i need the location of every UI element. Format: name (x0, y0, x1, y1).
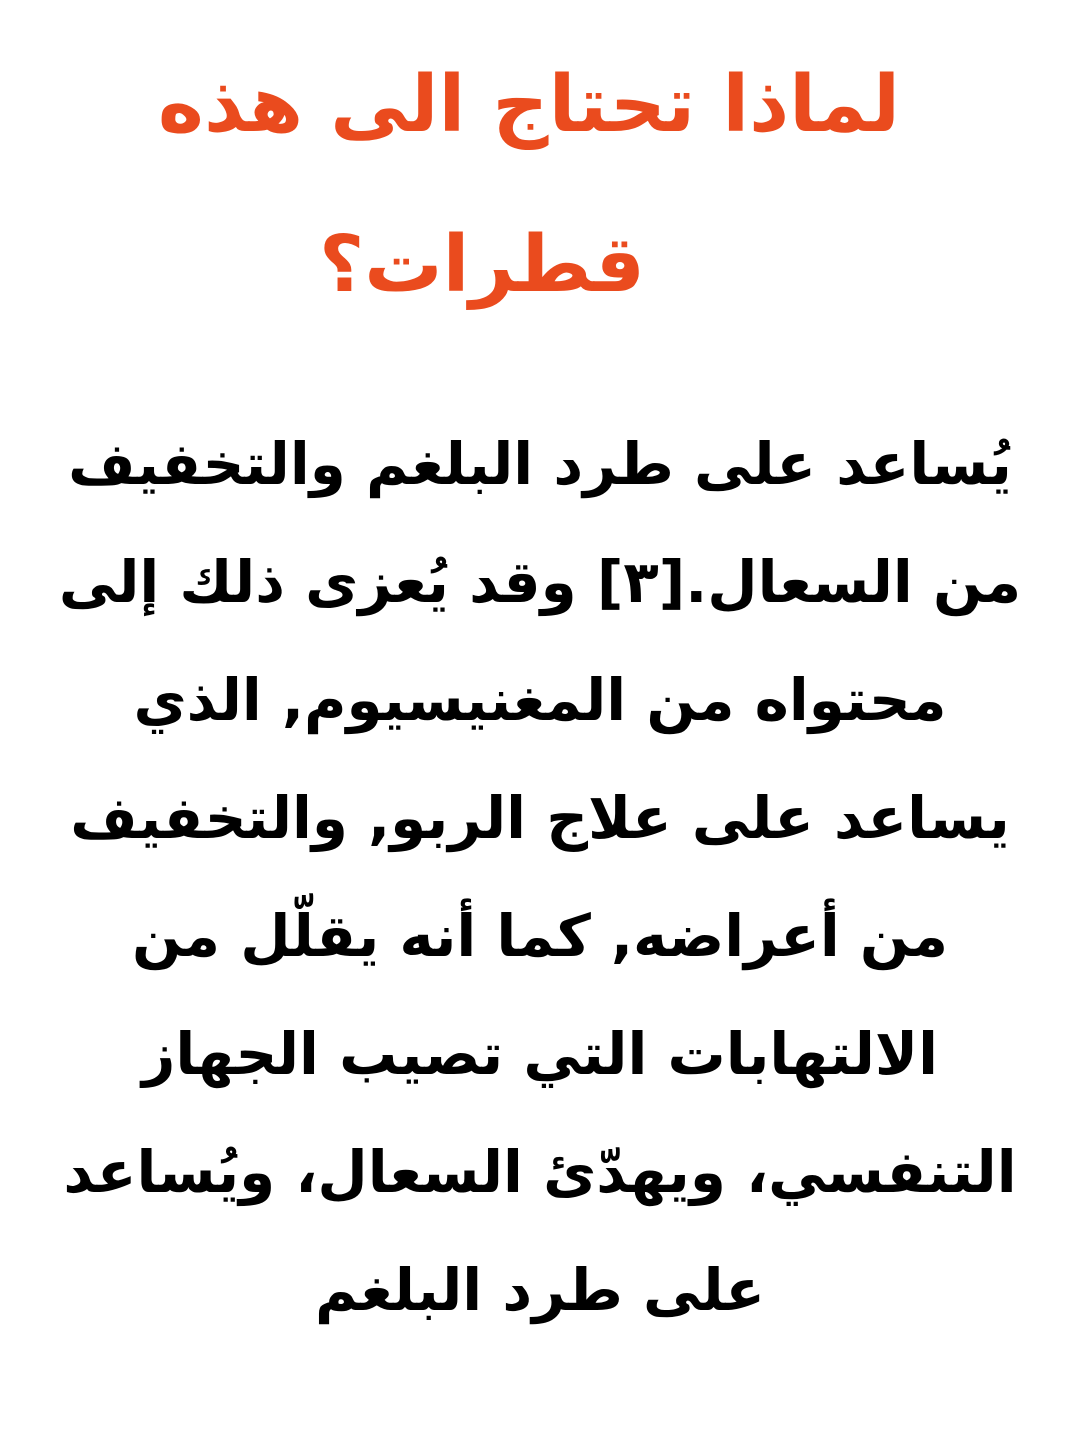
body-line-4: يساعد على علاج الربو, والتخفيف (70, 784, 1010, 852)
title-line-2: قطرات؟ (319, 220, 645, 310)
body-line-1: يُساعد على طرد البلغم والتخفيف (68, 430, 1012, 498)
body-line-3: محتواه من المغنيسيوم, الذي (133, 666, 947, 734)
body-line-5: من أعراضه, كما أنه يقلّل من (131, 902, 949, 970)
body-paragraph (40, 405, 1040, 1349)
body-line-6: الالتهابات التي تصيب الجهاز (142, 1020, 938, 1088)
title-line-1: لماذا تحتاج الى هذه (157, 60, 900, 150)
body-line-8: على طرد البلغم (314, 1256, 766, 1324)
body-line-2: من السعال.[٣] وقد يُعزى ذلك إلى (58, 548, 1022, 616)
body-line-7: التنفسي، ويهدّئ السعال، ويُساعد (63, 1138, 1017, 1206)
